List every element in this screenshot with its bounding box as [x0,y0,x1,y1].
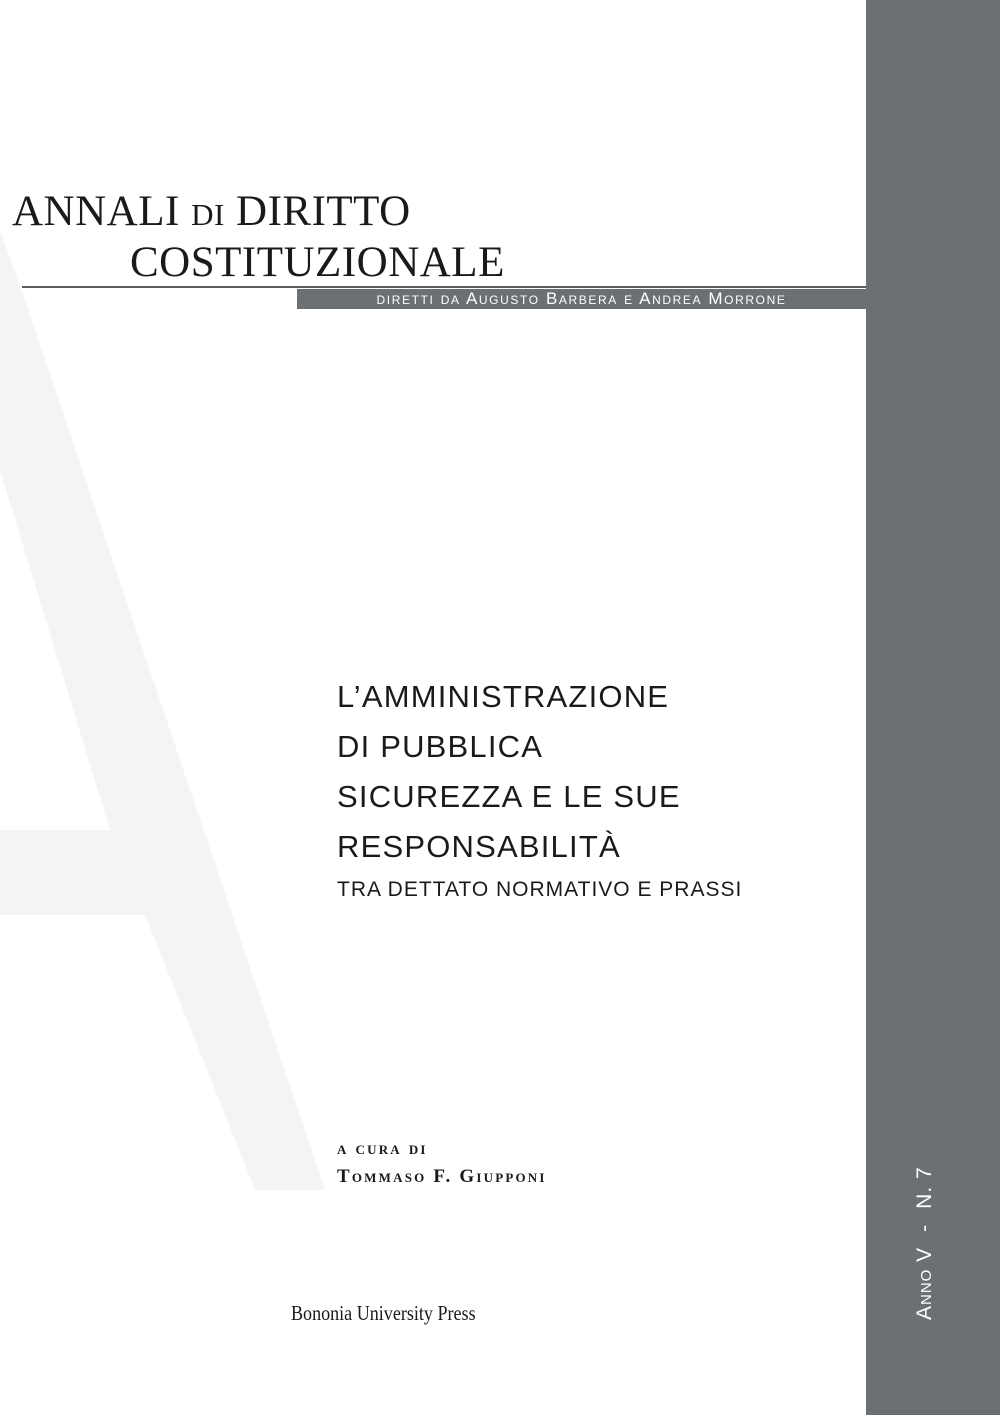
publisher-name: Bononia University Press [291,1301,476,1325]
spine-issue-info [913,1166,937,1320]
spine-year: Anno V [913,1246,936,1320]
spine-separator: - [913,1223,936,1232]
volume-title-line: L’AMMINISTRAZIONE [337,679,670,714]
volume-title-line: RESPONSABILITÀ [337,829,621,864]
title-word-di: DI [191,197,225,232]
spine-number: N. 7 [913,1166,936,1209]
journal-title-line1 [12,188,505,239]
editor-name: Tommaso F. Giupponi [337,1166,547,1187]
title-word-annali: ANNALI [12,188,180,235]
volume-subtitle: TRA DETTATO NORMATIVO E PRASSI [337,878,743,901]
volume-title-line: DI PUBBLICA [337,729,544,764]
volume-title-line: SICUREZZA E LE SUE [337,779,681,814]
editor-label: a cura di [337,1138,428,1159]
journal-title [12,188,505,287]
journal-title-line2: COSTITUZIONALE [130,239,505,286]
volume-title [337,672,681,872]
masthead-rule [22,286,866,288]
directors-bar: diretti da Augusto Barbera e Andrea Morrone [297,289,866,309]
title-word-diritto: DIRITTO [236,188,411,235]
